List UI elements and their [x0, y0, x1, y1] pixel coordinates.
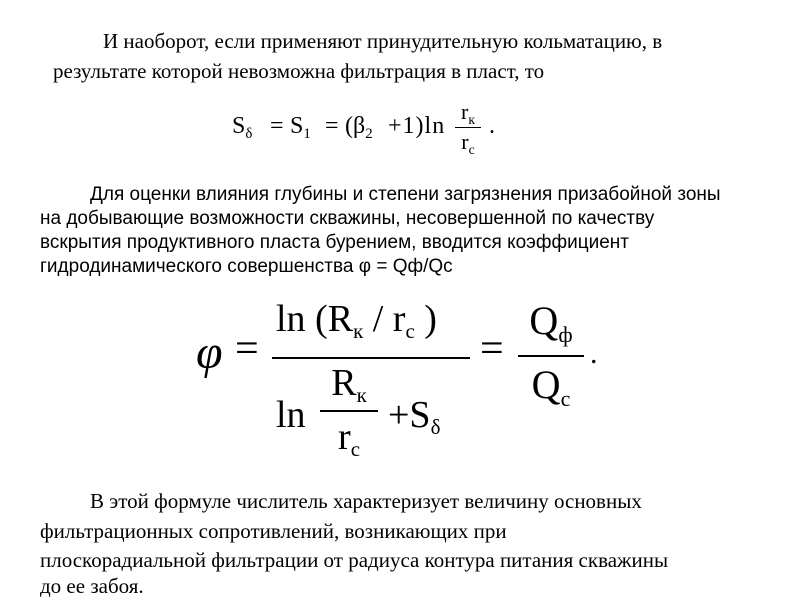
formula1-den-r: r [461, 129, 469, 154]
formula2-q-den-sub: с [560, 385, 571, 411]
formula2-plus-s-sub: δ [430, 415, 441, 440]
formula2-period: . [590, 337, 598, 370]
formula2-q-num [529, 293, 572, 355]
formula1-eq1: = [270, 113, 284, 139]
formula1-open-beta: (β [345, 113, 366, 139]
paragraph-3-line-2: фильтрационных сопротивлений, возникающих при [40, 519, 507, 543]
paragraph-2-line-4: гидродинамического совершенства φ = Qф/Qс [40, 256, 453, 277]
formula2-eq2: = [480, 326, 504, 372]
paragraph-1-line-2: результате которой невозможна фильтрация в пласт, то [53, 59, 545, 83]
formula1-sub-delta: δ [245, 126, 253, 143]
formula1-denominator [461, 128, 474, 159]
paragraph-2-line-3: вскрытия продуктивного пласта бурением, вводится коэффициент [40, 232, 629, 253]
formula2-q-den-letter: Q [531, 362, 561, 407]
formula2-plus-s: +S [388, 394, 431, 436]
formula1-sub-1: 1 [303, 126, 311, 143]
formula2-eq1: = [235, 326, 259, 372]
formula2-num-ln-r: ln (R [276, 298, 354, 340]
formula2-q-fraction [518, 293, 584, 419]
formula2-den-r-big-sub: к [356, 383, 367, 408]
formula2-den-fraction [320, 361, 378, 467]
formula1-numerator [461, 100, 475, 127]
formula2-num-sub-c: с [405, 319, 415, 344]
formula1-period: . [489, 113, 495, 139]
formula2-q-den [532, 357, 571, 419]
formula2-den-r-big: R [331, 362, 357, 404]
formula1-sub-2: 2 [365, 126, 373, 143]
formula1-s1-letter: S [290, 113, 304, 139]
formula2-q-num-letter: Q [529, 298, 559, 343]
formula1-s: S [232, 113, 246, 139]
formula2-den-frac-den [338, 412, 360, 467]
paragraph-1-line-1: И наоборот, если применяют принудительную кольматацию, в [103, 29, 663, 53]
formula2-den-frac-num [331, 361, 367, 410]
paragraph-3-line-3: плоскорадиальной фильтрации от радиуса контура питания скважины [40, 548, 669, 572]
formula2-den-plus-s [388, 393, 441, 440]
formula1-lhs [232, 113, 253, 143]
formula2-den-ln: ln [276, 394, 306, 436]
formula1-den-sub: с [468, 141, 475, 157]
formula1-s1 [290, 113, 311, 143]
formula1-num-sub: к [468, 111, 475, 127]
formula1-plus-one-ln: +1)ln [388, 113, 446, 139]
formula1-eq2: = [325, 113, 339, 139]
formula2-numerator [276, 297, 437, 344]
formula2-num-sub-k: к [353, 319, 364, 344]
formula2-phi: φ [196, 326, 223, 379]
formula2-num-slash-r: / r [363, 298, 406, 340]
formula2-q-num-sub: ф [558, 321, 573, 347]
formula-hydrodynamic-perfection [0, 285, 800, 485]
formula2-num-close: ) [414, 298, 437, 340]
paragraph-3-line-4: до ее забоя. [40, 574, 144, 598]
formula2-den-r-small-sub: с [350, 437, 360, 462]
paragraph-2-line-1: Для оценки влияния глубины и степени загрязнения призабойной зоны [90, 184, 721, 205]
formula2-main-fraction-bar [272, 357, 470, 359]
formula2-den-r-small: r [338, 416, 351, 458]
formula1-beta [345, 113, 373, 143]
formula-skin-effect [0, 0, 800, 180]
paragraph-2-line-2: на добывающие возможности скважины, несовершенной по качеству [40, 208, 655, 229]
formula1-fraction [455, 100, 481, 159]
formula1-num-r: r [461, 99, 469, 124]
paragraph-3-line-1: В этой формуле числитель характеризует величину основных [90, 489, 642, 513]
